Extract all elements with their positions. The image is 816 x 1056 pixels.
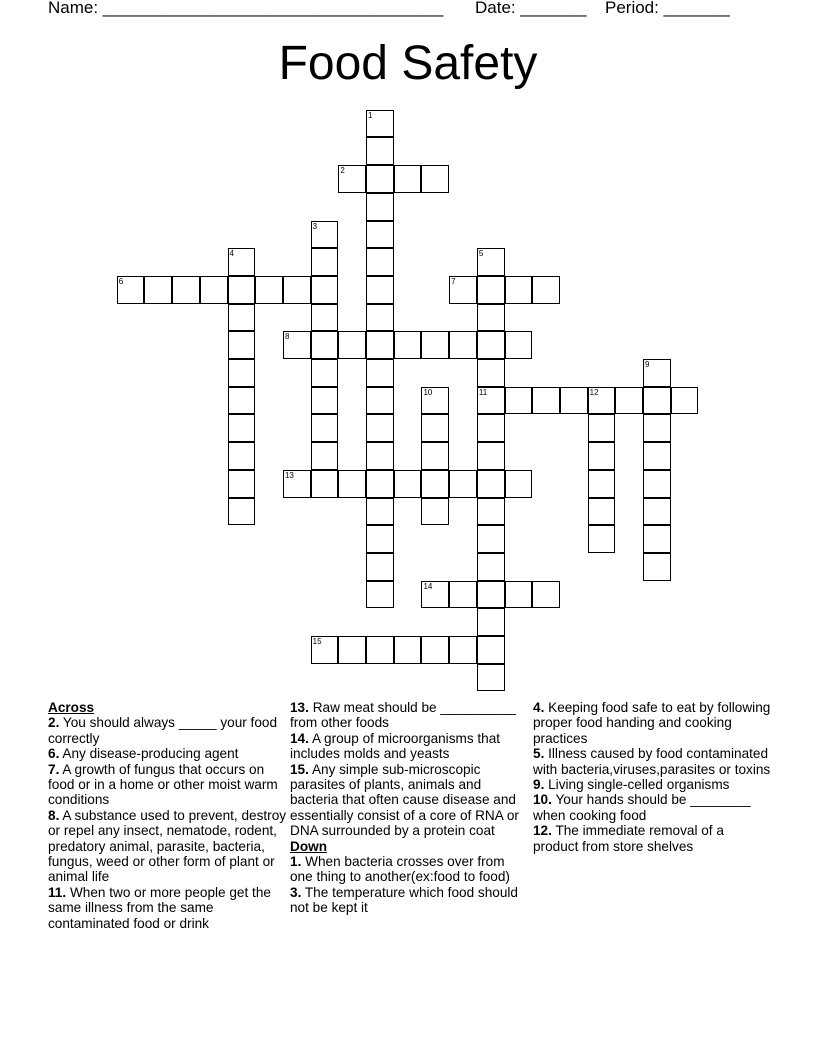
crossword-cell[interactable]	[283, 470, 311, 498]
crossword-cell[interactable]	[421, 165, 449, 193]
crossword-cell[interactable]	[366, 331, 394, 359]
crossword-cell[interactable]	[421, 498, 449, 526]
crossword-cell[interactable]	[477, 248, 505, 276]
crossword-cell[interactable]	[643, 498, 671, 526]
crossword-cell[interactable]	[394, 331, 422, 359]
crossword-cell[interactable]	[588, 498, 616, 526]
crossword-cell[interactable]	[228, 387, 256, 415]
crossword-cell[interactable]	[200, 276, 228, 304]
clue-across-8: 8. A substance used to prevent, destroy or repel any insect, nematode, rodent, predatory animal, parasite, bacteria, fungus, weed or other form of plant or animal life	[48, 807, 287, 885]
cell-number: 7	[451, 276, 456, 286]
down-heading: Down	[290, 838, 327, 854]
crossword-cell[interactable]	[311, 387, 339, 415]
clue-across-2: 2. You should always _____ your food correctly	[48, 715, 278, 746]
clue-down-9: 9. Living single-celled organisms	[533, 777, 730, 793]
cell-number: 5	[478, 249, 484, 259]
cell-number: 14	[423, 581, 433, 591]
crossword-cell[interactable]	[394, 636, 422, 664]
crossword-cell[interactable]	[366, 525, 394, 553]
crossword-cell[interactable]	[311, 331, 339, 359]
crossword-cell[interactable]	[615, 387, 643, 415]
cell-number: 12	[589, 387, 599, 397]
crossword-cell[interactable]	[421, 636, 449, 664]
across-heading: Across	[48, 700, 95, 715]
crossword-cell[interactable]	[643, 414, 671, 442]
clues-column-2	[290, 700, 526, 916]
crossword-cell[interactable]	[421, 581, 449, 609]
crossword-cell[interactable]	[643, 553, 671, 581]
crossword-cell[interactable]	[338, 470, 366, 498]
clue-across-15: 15. Any simple sub-microscopic parasites of plants, animals and bacteria that often cause disease and essentially consist of a core of RNA or DNA surrounded by a protein coat	[290, 761, 519, 839]
period-field-label: Period: _______	[605, 0, 730, 17]
crossword-cell[interactable]	[643, 359, 671, 387]
crossword-cell[interactable]	[671, 387, 699, 415]
crossword-cell[interactable]	[366, 581, 394, 609]
crossword-cell[interactable]	[643, 387, 671, 415]
crossword-cell[interactable]	[421, 331, 449, 359]
crossword-cell[interactable]	[477, 414, 505, 442]
cell-number: 4	[229, 249, 234, 259]
crossword-cell[interactable]	[477, 387, 505, 415]
crossword-cell[interactable]	[394, 470, 422, 498]
crossword-cell[interactable]	[311, 221, 339, 249]
crossword-cell[interactable]	[366, 442, 394, 470]
crossword-cell[interactable]	[366, 165, 394, 193]
crossword-cell[interactable]	[643, 525, 671, 553]
crossword-cell[interactable]	[588, 387, 616, 415]
crossword-cell[interactable]	[311, 276, 339, 304]
crossword-cell[interactable]	[338, 636, 366, 664]
crossword-cell[interactable]	[366, 193, 394, 221]
crossword-cell[interactable]	[560, 387, 588, 415]
crossword-cell[interactable]	[477, 664, 505, 692]
crossword-cell[interactable]	[338, 331, 366, 359]
crossword-cell[interactable]	[255, 276, 283, 304]
crossword-cell[interactable]	[117, 276, 145, 304]
crossword-cell[interactable]	[505, 276, 533, 304]
crossword-cell[interactable]	[366, 553, 394, 581]
crossword-cell[interactable]	[588, 442, 616, 470]
crossword-cell[interactable]	[311, 248, 339, 276]
crossword-cell[interactable]	[477, 525, 505, 553]
crossword-cell[interactable]	[477, 608, 505, 636]
crossword-cell[interactable]	[228, 331, 256, 359]
crossword-cell[interactable]	[366, 276, 394, 304]
crossword-cell[interactable]	[228, 276, 256, 304]
clue-across-6: 6. Any disease-producing agent	[48, 746, 239, 762]
cell-number: 10	[423, 387, 433, 397]
crossword-cell[interactable]	[477, 553, 505, 581]
crossword-cell[interactable]	[228, 304, 256, 332]
cell-number: 2	[340, 166, 345, 176]
cell-number: 3	[312, 221, 318, 231]
crossword-cell[interactable]	[588, 525, 616, 553]
crossword-cell[interactable]	[228, 248, 256, 276]
crossword-cell[interactable]	[449, 276, 477, 304]
clue-across-7: 7. A growth of fungus that occurs on food or in a home or other moist warm conditions	[48, 761, 278, 808]
crossword-cell[interactable]	[477, 359, 505, 387]
clue-down-10: 10. Your hands should be ________ when cooking food	[533, 792, 751, 823]
crossword-cell[interactable]	[366, 414, 394, 442]
crossword-cell[interactable]	[505, 331, 533, 359]
crossword-cell[interactable]	[421, 442, 449, 470]
crossword-cell[interactable]	[228, 470, 256, 498]
crossword-cell[interactable]	[144, 276, 172, 304]
crossword-cell[interactable]	[449, 581, 477, 609]
crossword-cell[interactable]	[366, 359, 394, 387]
crossword-cell[interactable]	[449, 331, 477, 359]
crossword-cell[interactable]	[505, 387, 533, 415]
crossword-cell[interactable]	[449, 636, 477, 664]
crossword-cell[interactable]	[421, 470, 449, 498]
crossword-cell[interactable]	[532, 276, 560, 304]
crossword-cell[interactable]	[311, 636, 339, 664]
cell-number: 8	[284, 332, 290, 342]
crossword-cell[interactable]	[311, 304, 339, 332]
crossword-cell[interactable]	[228, 442, 256, 470]
crossword-cell[interactable]	[643, 442, 671, 470]
crossword-cell[interactable]	[366, 387, 394, 415]
crossword-cell[interactable]	[366, 470, 394, 498]
crossword-cell[interactable]	[311, 442, 339, 470]
crossword-cell[interactable]	[477, 304, 505, 332]
clues-column-3	[533, 700, 773, 854]
cell-number: 1	[368, 110, 373, 120]
crossword-cell[interactable]	[532, 387, 560, 415]
crossword-cell[interactable]	[366, 304, 394, 332]
crossword-cell[interactable]	[477, 442, 505, 470]
crossword-cell[interactable]	[477, 636, 505, 664]
crossword-cell[interactable]	[394, 165, 422, 193]
clue-down-1: 1. When bacteria crosses over from one thing to another(ex:food to food)	[290, 854, 510, 885]
crossword-cell[interactable]	[532, 581, 560, 609]
clue-across-13: 13. Raw meat should be __________ from other foods	[290, 700, 516, 731]
page-title: Food Safety	[278, 37, 538, 90]
crossword-cell[interactable]	[421, 414, 449, 442]
clue-down-4: 4. Keeping food safe to eat by following proper food handing and cooking practices	[533, 700, 771, 746]
cell-number: 11	[478, 387, 488, 397]
crossword-cell[interactable]	[366, 137, 394, 165]
crossword-cell[interactable]	[311, 470, 339, 498]
clue-down-12: 12. The immediate removal of a product from store shelves	[533, 823, 724, 854]
crossword-cell[interactable]	[505, 470, 533, 498]
crossword-cell[interactable]	[477, 470, 505, 498]
cell-number: 9	[645, 360, 650, 370]
cell-number: 15	[312, 637, 322, 647]
crossword-cell[interactable]	[366, 221, 394, 249]
clues-column-1	[48, 700, 288, 931]
crossword-cell[interactable]	[338, 165, 366, 193]
crossword-cell[interactable]	[421, 387, 449, 415]
crossword-cell[interactable]	[643, 470, 671, 498]
clue-down-5: 5. Illness caused by food contaminated with bacteria,viruses,parasites or toxins	[533, 746, 771, 777]
crossword-cell[interactable]	[283, 276, 311, 304]
crossword-cell[interactable]	[366, 110, 394, 138]
crossword-cell[interactable]	[477, 331, 505, 359]
crossword-cell[interactable]	[477, 581, 505, 609]
crossword-cell[interactable]	[588, 470, 616, 498]
clue-across-11: 11. When two or more people get the same illness from the same contaminated food or drink	[48, 884, 271, 931]
crossword-cell[interactable]	[311, 359, 339, 387]
date-field-label: Date: _______	[475, 0, 587, 17]
clue-down-3: 3. The temperature which food should not be kept it	[290, 884, 518, 916]
crossword-cell[interactable]	[366, 636, 394, 664]
crossword-cell[interactable]	[366, 248, 394, 276]
name-field-label: Name: ____________________________________	[48, 0, 444, 17]
crossword-cell[interactable]	[228, 414, 256, 442]
crossword-cell[interactable]	[449, 470, 477, 498]
crossword-cell[interactable]	[366, 498, 394, 526]
crossword-cell[interactable]	[172, 276, 200, 304]
crossword-cell[interactable]	[283, 331, 311, 359]
cell-number: 6	[118, 276, 124, 286]
cell-number: 13	[284, 470, 294, 480]
crossword-cell[interactable]	[311, 414, 339, 442]
crossword-cell[interactable]	[588, 414, 616, 442]
crossword-cell[interactable]	[477, 498, 505, 526]
crossword-cell[interactable]	[228, 498, 256, 526]
crossword-cell[interactable]	[477, 276, 505, 304]
clue-across-14: 14. A group of microorganisms that includes molds and yeasts	[290, 730, 501, 762]
crossword-cell[interactable]	[228, 359, 256, 387]
crossword-cell[interactable]	[505, 581, 533, 609]
